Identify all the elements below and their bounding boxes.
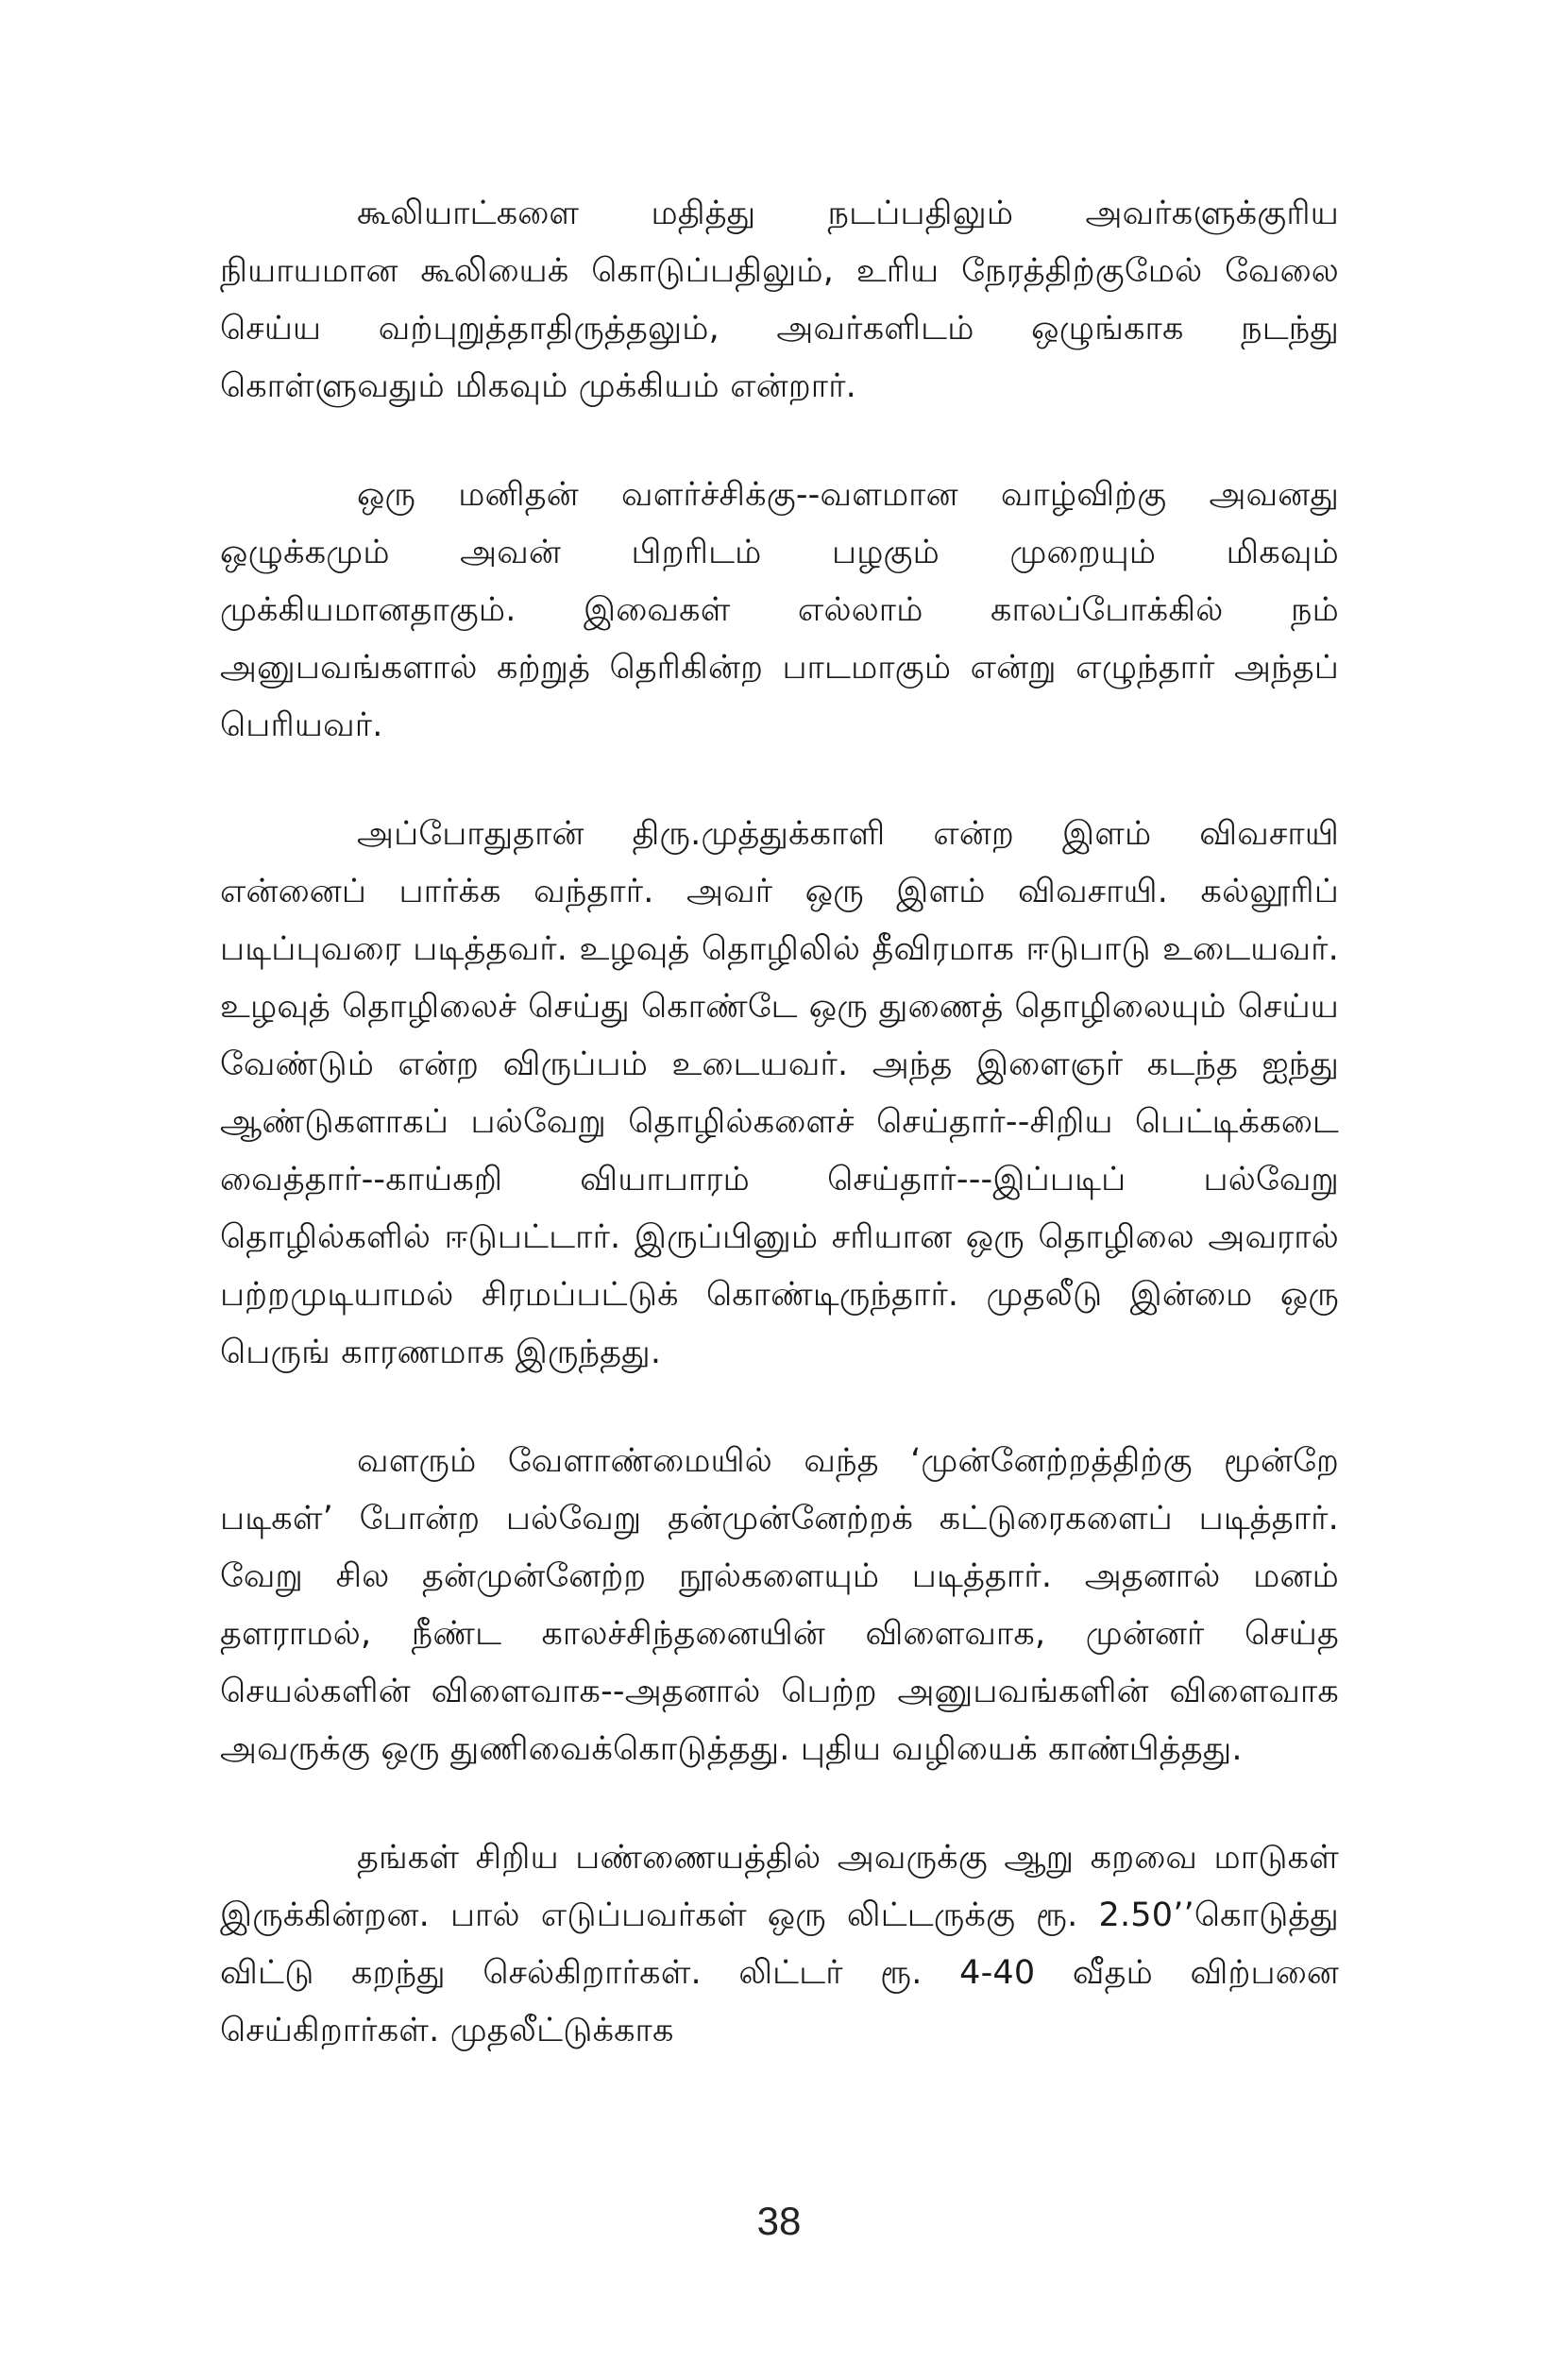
- paragraph-4: வளரும் வேளாண்மையில் வந்த ‘முன்னேற்றத்திற்கு மூன்றே படிகள்’ போன்ற பல்வேறு தன்முன்னேற்றக் கட்டுரைகளைப் படித்தார். வேறு சில தன்முன்னேற்ற நூல்களையும் படித்தார். அதனால் மனம் தளராமல், நீண்ட காலச்சிந்தனையின் விளைவாக, முன்னர் செய்த செயல்களின் விளைவாக--அதனால் பெற்ற அனுபவங்களின் விளைவாக அவருக்கு ஒரு துணிவைக்கொடுத்தது. புதிய வழியைக் காண்பித்தது.: [220, 1442, 1339, 1768]
- paragraph-1: கூலியாட்களை மதித்து நடப்பதிலும் அவர்களுக்குரிய நியாயமான கூலியைக் கொடுப்பதிலும், உரிய நேரத்திற்குமேல் வேலை செய்ய வற்புறுத்தாதிருத்தலும், அவர்களிடம் ஒழுங்காக நடந்து கொள்ளுவதும் மிகவும் முக்கியம் என்றார்.: [220, 195, 1339, 405]
- body-text: [220, 185, 1339, 2111]
- page-number: 38: [756, 2199, 802, 2243]
- paragraph-3: அப்போதுதான் திரு.முத்துக்காளி என்ற இளம் விவசாயி என்னைப் பார்க்க வந்தார். அவர் ஒரு இளம் விவசாயி. கல்லூரிப் படிப்புவரை படித்தவர். உழவுத் தொழிலில் தீவிரமாக ஈடுபாடு உடையவர். உழவுத் தொழிலைச் செய்து கொண்டே ஒரு துணைத் தொழிலையும் செய்ய வேண்டும் என்ற விருப்பம் உடையவர். அந்த இளைஞர் கடந்த ஐந்து ஆண்டுகளாகப் பல்வேறு தொழில்களைச் செய்தார்--சிறிய பெட்டிக்கடை வைத்தார்--காய்கறி வியாபாரம் செய்தார்---இப்படிப் பல்வேறு தொழில்களில் ஈடுபட்டார். இருப்பினும் சரியான ஒரு தொழிலை அவரால் பற்றமுடியாமல் சிரமப்பட்டுக் கொண்டிருந்தார். முதலீடு இன்மை ஒரு பெருங் காரணமாக இருந்தது.: [220, 815, 1339, 1371]
- paragraph-5: தங்கள் சிறிய பண்ணையத்தில் அவருக்கு ஆறு கறவை மாடுகள் இருக்கின்றன. பால் எடுப்பவர்கள் ஒரு லிட்டருக்கு ரூ. 2.50’’கொடுத்து விட்டு கறந்து செல்கிறார்கள். லிட்டர் ரூ. 4-40 வீதம் விற்பனை செய்கிறார்கள். முதலீட்டுக்காக: [220, 1839, 1339, 2049]
- paragraph-2: ஒரு மனிதன் வளர்ச்சிக்கு--வளமான வாழ்விற்கு அவனது ஒழுக்கமும் அவன் பிறரிடம் பழகும் முறையும் மிகவும் முக்கியமானதாகும். இவைகள் எல்லாம் காலப்போக்கில் நம் அனுபவங்களால் கற்றுத் தெரிகின்ற பாடமாகும் என்று எழுந்தார் அந்தப் பெரியவர்.: [220, 476, 1339, 744]
